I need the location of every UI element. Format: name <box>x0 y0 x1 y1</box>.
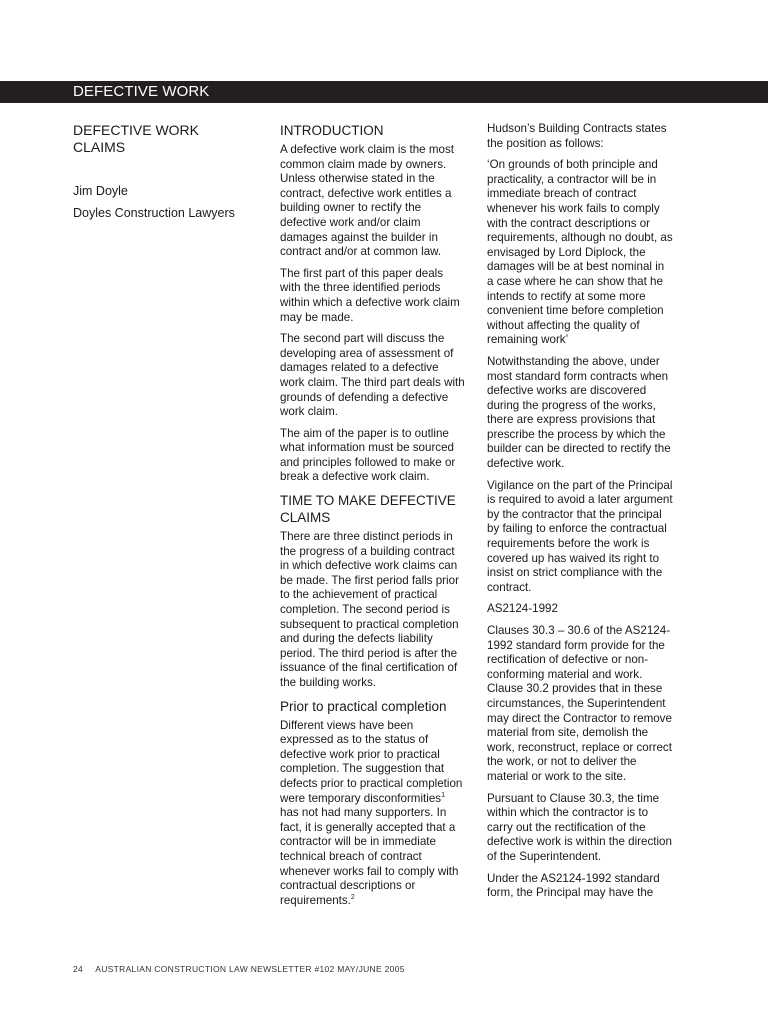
publication-info: AUSTRALIAN CONSTRUCTION LAW NEWSLETTER #102 MAY/JUNE 2005 <box>95 964 405 974</box>
paragraph: The second part will discuss the developing area of assessment of damages related to a defective work claim. The third part deals with grounds of defending a defective work claim. <box>280 332 465 419</box>
paragraph: Hudson’s Building Contracts states the position as follows: <box>487 122 667 150</box>
heading-time-to-make-claims: TIME TO MAKE DEFECTIVE CLAIMS <box>280 493 456 526</box>
paragraph: Vigilance on the part of the Principal is required to avoid a later argument by the contractor that the principal by failing to enforce the contractual requirements before the work is covered up has waived its right to insist on strict compliance with the contract. <box>487 478 673 594</box>
page-number: 24 <box>73 964 84 974</box>
paragraph-text: Different views have been expressed as to the status of defective work prior to practical completion. The suggestion that defects prior to practical completion were temporary disconformities <box>280 718 463 805</box>
section-banner-title: DEFECTIVE WORK <box>73 83 210 100</box>
article-title-line2: CLAIMS <box>73 139 126 155</box>
subheading-prior-to-completion: Prior to practical completion <box>280 698 447 714</box>
article-info-column <box>73 122 263 227</box>
paragraph: The first part of this paper deals with the three identified periods within which a defective work claim may be made. <box>280 266 460 324</box>
footnote-ref: 1 <box>441 791 445 799</box>
quote-paragraph: ‘On grounds of both principle and practicality, a contractor will be in immediate breach of contract whenever his work fails to comply with the contract descriptions or requirements, although no doubt, as envisaged by Lord Diplock, the damages will be at best nominal in a case where he can show that he intends to rectify at some more convenient time before completion without affecting the quality of remaining work’ <box>487 158 673 347</box>
paragraph-text: has not had many supporters. In fact, it is generally accepted that a contractor will be in immediate technical breach of contract whenever works fail to comply with contractual descriptions or requirements. <box>280 806 459 907</box>
heading-introduction: INTRODUCTION <box>280 123 384 138</box>
paragraph: A defective work claim is the most common claim made by owners. Unless otherwise stated in the contract, defective work entitles a building owner to rectify the defective work and/or claim damages against the builder in contract and/or at common law. <box>280 143 454 259</box>
section-banner <box>0 81 768 103</box>
author-firm: Doyles Construction Lawyers <box>73 206 235 220</box>
paragraph: Pursuant to Clause 30.3, the time within which the contractor is to carry out the rectification of the defective work is within the direction of the Superintendent. <box>487 791 672 863</box>
paragraph: Notwithstanding the above, under most standard form contracts when defective works are discovered during the progress of the works, there are express provisions that prescribe the process by which the builder can be directed to rectify the defective work. <box>487 354 671 471</box>
author-name: Jim Doyle <box>73 184 128 198</box>
article-title <box>73 122 263 156</box>
paragraph: The aim of the paper is to outline what information must be sourced and principles followed to make or break a defective work claim. <box>280 426 456 484</box>
paragraph: Clauses 30.3 – 30.6 of the AS2124-1992 standard form provide for the rectification of defective or non-conforming material and work. Clause 30.2 provides that in these circumstances, the Superintendent may direct the Contractor to remove material from site, demolish the work, reconstruct, replace or correct the work, or not to deliver the material or work to the site. <box>487 624 672 783</box>
paragraph: Under the AS2124-1992 standard form, the Principal may have the <box>487 871 660 900</box>
footnote-ref: 2 <box>350 893 355 901</box>
page-footer <box>73 964 405 974</box>
paragraph: There are three distinct periods in the progress of a building contract in which defective work claims can be made. The first period falls prior to the achievement of practical completion. The second period is subsequent to practical completion and during the defects liability period. The third period is after the issuance of the final certification of the building works. <box>280 530 459 689</box>
body-column-middle <box>280 122 466 915</box>
body-column-right <box>487 122 673 908</box>
standard-label: AS2124-1992 <box>487 602 558 616</box>
paragraph <box>280 719 466 909</box>
article-title-line1: DEFECTIVE WORK <box>73 122 200 138</box>
